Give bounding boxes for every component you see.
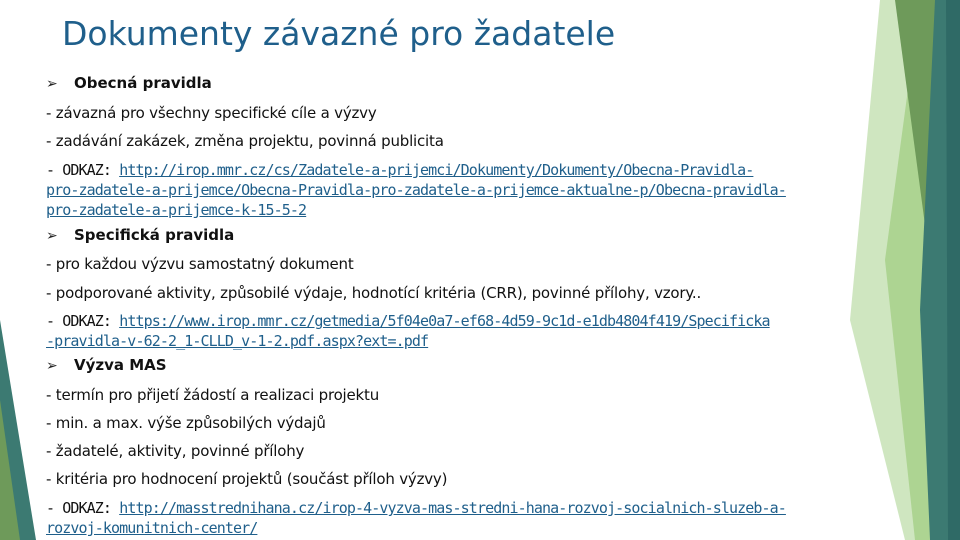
heading-label: Obecná pravidla <box>74 74 212 92</box>
heading-label: Specifická pravidla <box>74 226 235 244</box>
bullet-arrow-icon: ➢ <box>46 228 58 244</box>
slide-title: Dokumenty závazné pro žadatele <box>62 14 616 53</box>
heading-label: Výzva MAS <box>74 356 167 374</box>
obecna-pravidla-link-cont[interactable]: pro-zadatele-a-prijemce/Obecna-Pravidla-pro-zadatele-a-prijemce-aktualne-p/Obecna-pravidla- <box>46 181 786 199</box>
text-line: - min. a max. výše způsobilých výdajů <box>46 414 326 432</box>
vyzva-mas-link[interactable]: http://masstrednihana.cz/irop-4-vyzva-mas-stredni-hana-rozvoj-socialnich-sluzeb-a- <box>119 499 786 517</box>
text-line: - kritéria pro hodnocení projektů (součást příloh výzvy) <box>46 470 448 488</box>
link-paragraph-vyzva <box>46 498 816 538</box>
text-line: - závazná pro všechny specifické cíle a výzvy <box>46 104 377 122</box>
link-prefix: - ODKAZ: <box>46 499 120 517</box>
text-line: - podporované aktivity, způsobilé výdaje, hodnotící kritéria (CRR), povinné přílohy, vzory.. <box>46 284 702 302</box>
section-heading-specificka <box>46 226 234 244</box>
link-prefix: - ODKAZ: <box>46 312 120 330</box>
bullet-arrow-icon: ➢ <box>46 358 58 374</box>
section-heading-vyzva <box>46 356 167 374</box>
obecna-pravidla-link[interactable]: http://irop.mmr.cz/cs/Zadatele-a-prijemci/Dokumenty/Dokumenty/Obecna-Pravidla- <box>119 161 754 179</box>
section-heading-obecna <box>46 74 212 92</box>
link-prefix: - ODKAZ: <box>46 161 120 179</box>
obecna-pravidla-link-cont[interactable]: pro-zadatele-a-prijemce-k-15-5-2 <box>46 201 307 219</box>
vyzva-mas-link-cont[interactable]: rozvoj-komunitnich-center/ <box>46 519 258 537</box>
text-line: - pro každou výzvu samostatný dokument <box>46 255 354 273</box>
specificka-pravidla-link[interactable]: https://www.irop.mmr.cz/getmedia/5f04e0a7-ef68-4d59-9c1d-e1db4804f419/Specificka <box>119 312 770 330</box>
right-dark-teal-shape <box>946 0 960 540</box>
text-line: - žadatelé, aktivity, povinné přílohy <box>46 442 305 460</box>
bullet-arrow-icon: ➢ <box>46 76 58 92</box>
link-paragraph-specificka <box>46 311 816 351</box>
text-line: - zadávání zakázek, změna projektu, povinná publicita <box>46 132 444 150</box>
specificka-pravidla-link-cont[interactable]: -pravidla-v-62-2_1-CLLD_v-1-2.pdf.aspx?ext=.pdf <box>46 332 429 350</box>
text-line: - termín pro přijetí žádostí a realizaci projektu <box>46 386 380 404</box>
link-paragraph-obecna <box>46 160 816 220</box>
